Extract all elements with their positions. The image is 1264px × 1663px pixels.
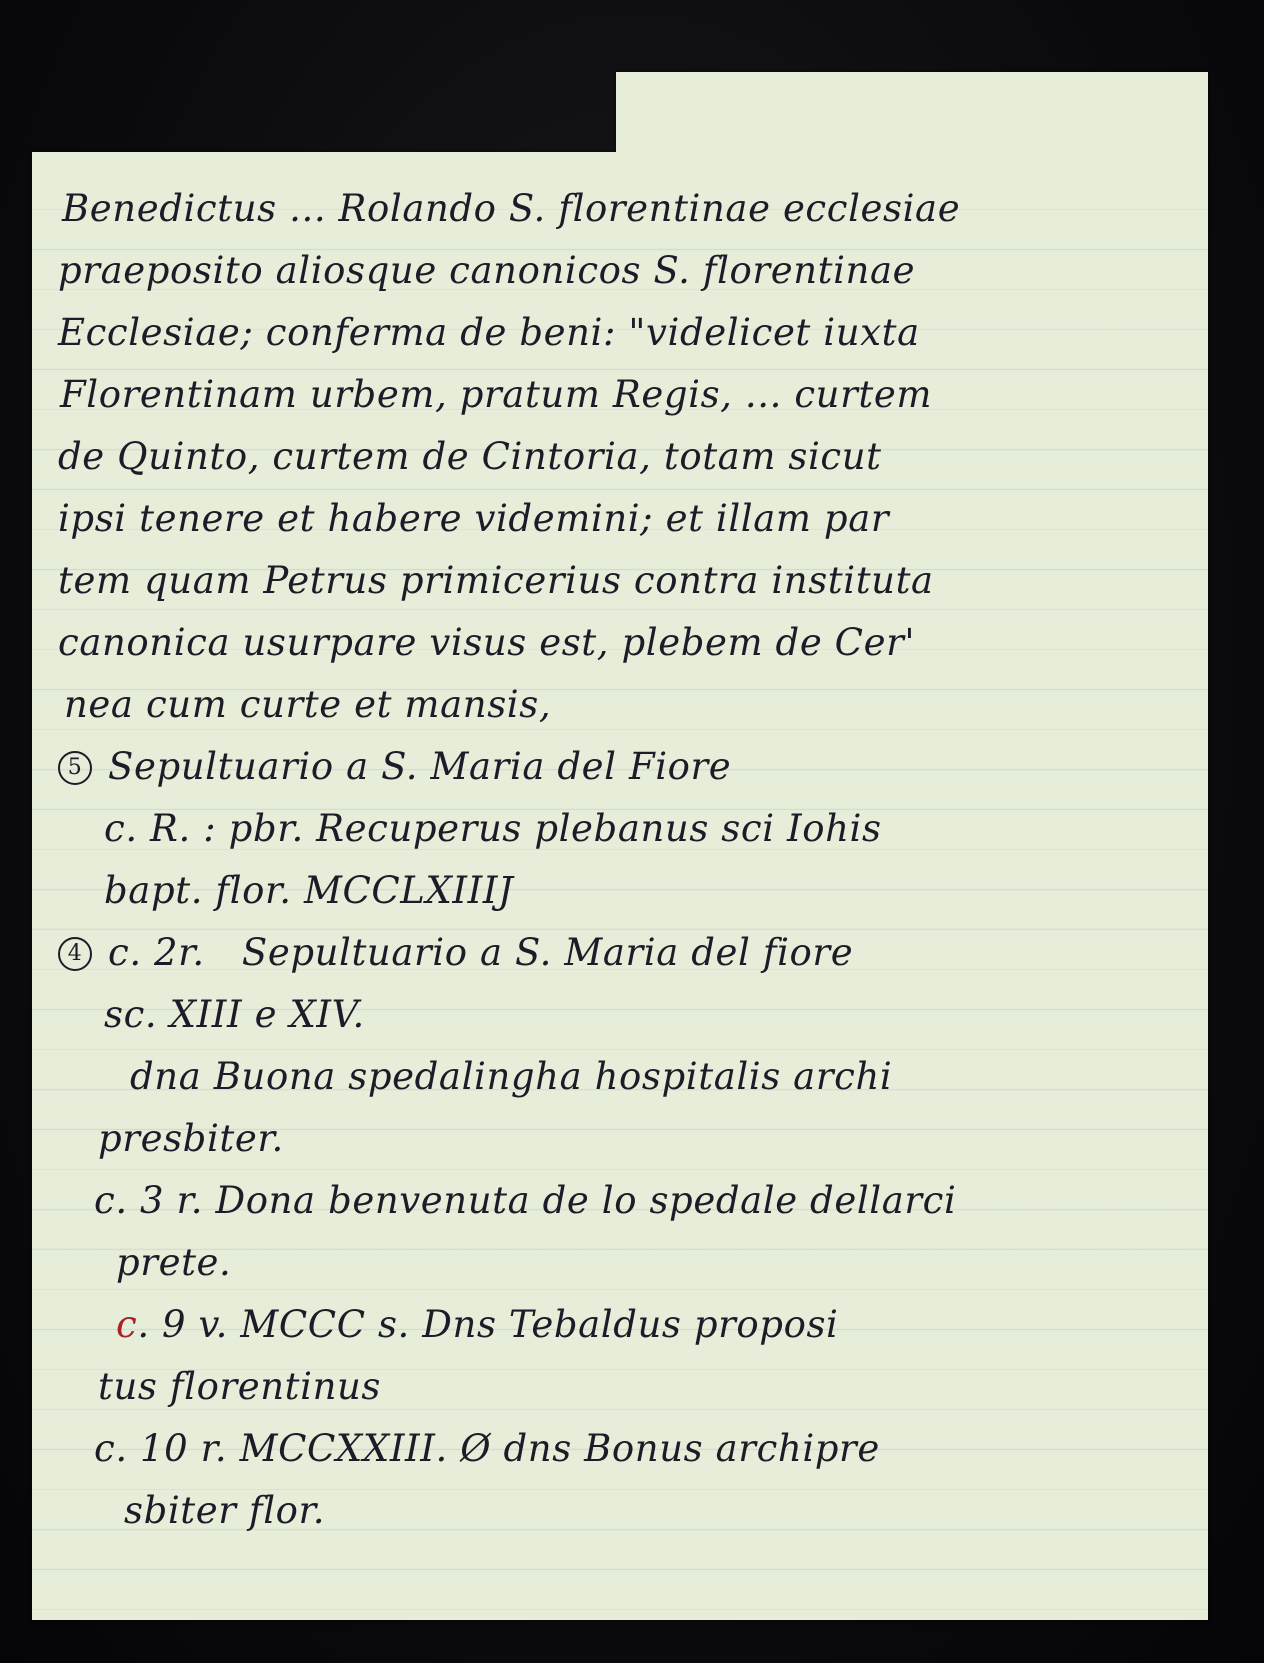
entry-4-line: tus florentinus (98, 1365, 382, 1408)
paragraph-line: de Quinto, curtem de Cintoria, totam sicut (58, 435, 882, 478)
paragraph-line: Ecclesiae; conferma de beni: "videlicet iuxta (58, 311, 920, 354)
paragraph-line: canonica usurpare visus est, plebem de Cer' (58, 621, 916, 664)
paragraph-line: Florentinam urbem, pratum Regis, ... curtem (60, 373, 933, 416)
entry-4-line: prete. (116, 1241, 232, 1284)
entry-5-title: Sepultuario a S. Maria del Fiore (108, 745, 732, 788)
entry-4-line-rest: . 9 v. MCCC s. Dns Tebaldus proposi (137, 1303, 839, 1346)
entry-4-title: Sepultuario a S. Maria del fiore (241, 931, 854, 974)
entry-4-line: sbiter flor. (124, 1489, 326, 1532)
entry-4-line: c. 10 r. MCCXXIII. Ø dns Bonus archipre (94, 1427, 880, 1470)
entry-5-line: c. R. : pbr. Recuperus plebanus sci Iohis (104, 807, 882, 850)
paragraph-line: nea cum curte et mansis, (64, 683, 552, 726)
entry-4-ref: c. 2r. (108, 931, 205, 974)
entry-4-line: presbiter. (98, 1117, 284, 1160)
paragraph-line: praeposito aliosque canonicos S. florentinae (58, 249, 916, 292)
entry-5-heading (58, 736, 1188, 798)
entry-4-line (58, 1294, 1188, 1356)
paragraph-line: ipsi tenere et habere videmini; et illam par (58, 497, 890, 540)
entry-5-line: bapt. flor. MCCLXIIIJ (104, 869, 514, 912)
red-c-mark: c (116, 1303, 138, 1346)
entry-4-century: sc. XIII e XIV. (104, 993, 365, 1036)
paragraph-line: tem quam Petrus primicerius contra instituta (58, 559, 934, 602)
entry-number-badge: 5 (58, 751, 92, 785)
entry-4-line: c. 3 r. Dona benvenuta de lo spedale dellarci (94, 1179, 957, 1222)
handwritten-notes (58, 178, 1188, 1542)
entry-4-heading (58, 922, 1188, 984)
index-card-join (616, 146, 1208, 156)
entry-4-line: dna Buona spedalingha hospitalis archi (130, 1055, 893, 1098)
paragraph-line: Benedictus ... Rolando S. florentinae ecclesiae (62, 187, 961, 230)
entry-number-badge: 4 (58, 937, 92, 971)
